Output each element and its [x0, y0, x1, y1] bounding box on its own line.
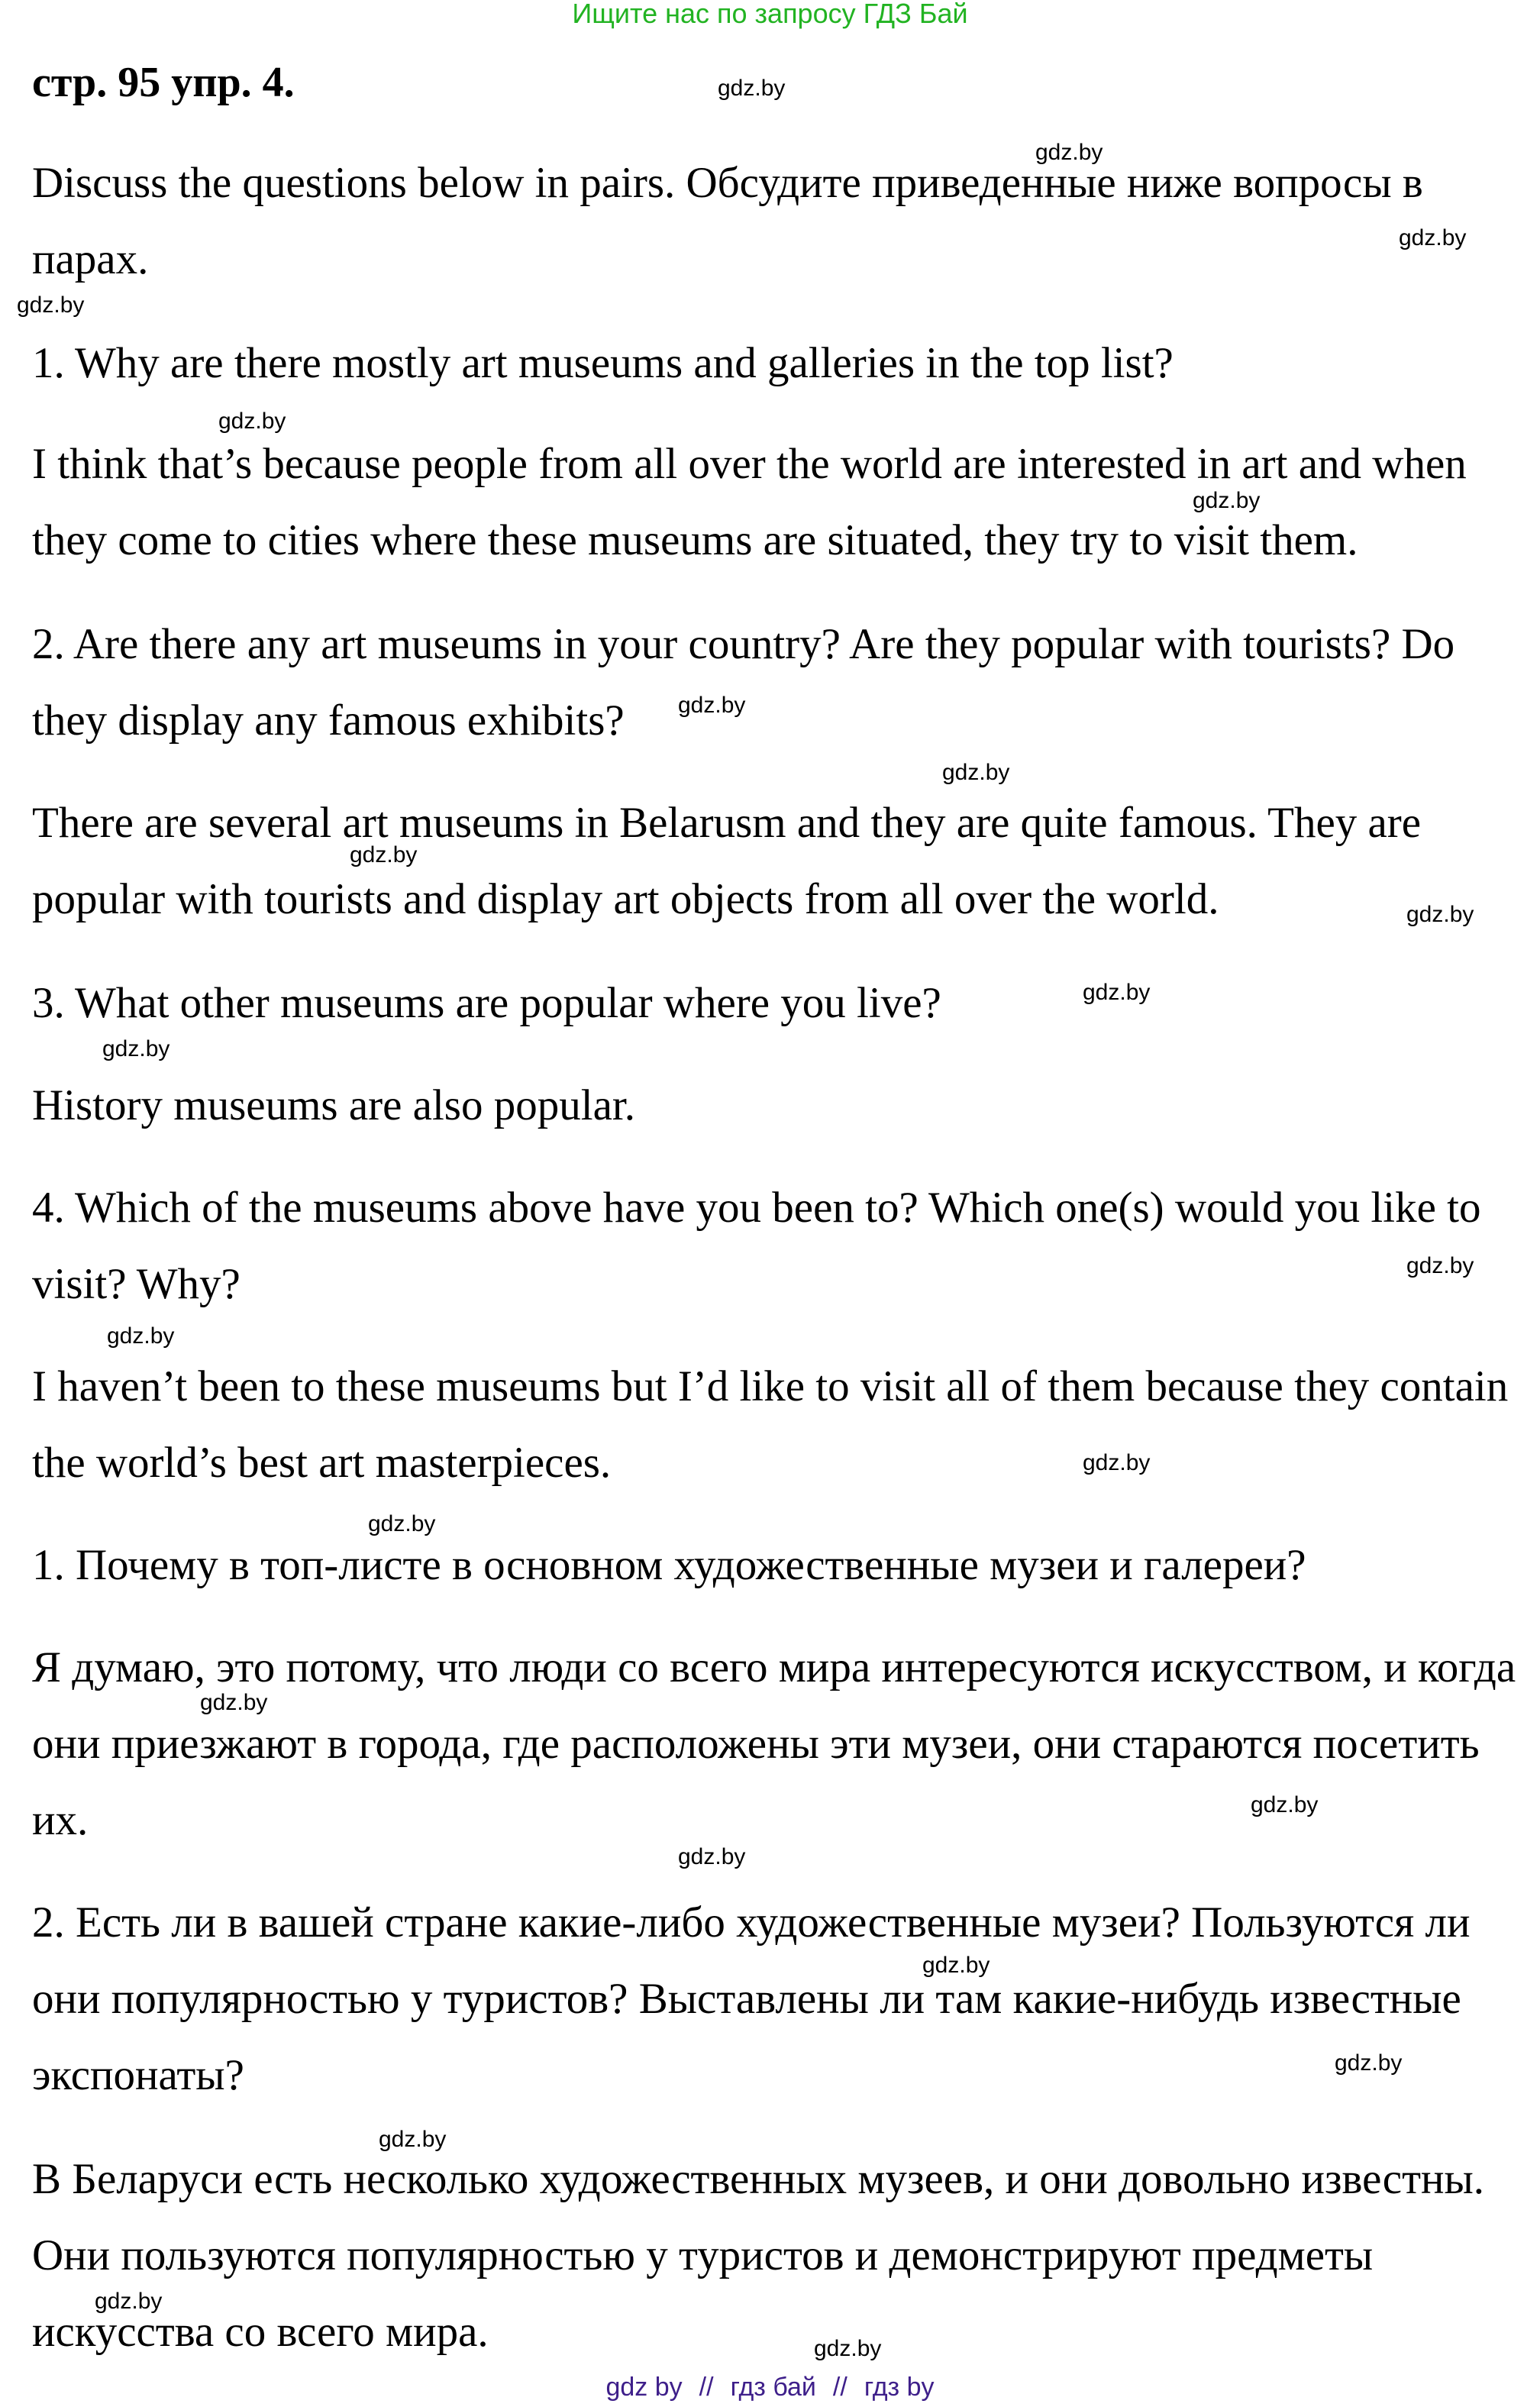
answer-1-ru: Я думаю, это потому, что люди со всего мира интересуются искусством, и когда они приезжают в города, где расположены эти музеи, они стараются посетить их. [32, 1643, 1516, 1844]
watermark: gdz.by [1335, 2050, 1403, 2076]
answer-2-ru: В Беларуси есть несколько художественных музеев, и они довольно известны. Они пользуются популярностью у туристов и демонстрируют предметы искусства со всего мира. [32, 2155, 1485, 2356]
watermark: gdz.by [379, 2127, 447, 2152]
question-1-ru: 1. Почему в топ-листе в основном художественные музеи и галереи? [32, 1541, 1306, 1589]
footer-links [0, 2370, 1540, 2404]
answer-1-en: I think that’s because people from all over the world are interested in art and when they come to cities where these museums are situated, they try to visit them. [32, 440, 1467, 564]
watermark: gdz.by [1035, 140, 1103, 165]
watermark: gdz.by [17, 292, 85, 318]
watermark: gdz.by [95, 2289, 163, 2314]
answer-4-en: I haven’t been to these museums but I’d like to visit all of them because they contain the world’s best art masterpieces. [32, 1362, 1509, 1487]
watermark: gdz.by [678, 1844, 746, 1869]
question-2-en: 2. Are there any art museums in your country? Are they popular with tourists? Do they display any famous exhibits? [32, 620, 1455, 745]
watermark: gdz.by [922, 1953, 990, 1978]
watermark: gdz.by [1251, 1792, 1319, 1817]
question-3-en: 3. What other museums are popular where you live? [32, 979, 941, 1027]
footer-separator: // [832, 2373, 847, 2402]
answer-3-en: History museums are also popular. [32, 1081, 635, 1129]
answer-2-en: There are several art museums in Belarusm and they are quite famous. They are popular with tourists and display art objects from all over the world. [32, 799, 1422, 923]
watermark: gdz.by [1406, 1253, 1474, 1278]
watermark: gdz.by [107, 1323, 175, 1349]
watermark: gdz.by [200, 1690, 268, 1715]
watermark: gdz.by [1399, 225, 1467, 250]
watermark: gdz.by [368, 1511, 436, 1536]
footer-separator: // [699, 2373, 714, 2402]
top-banner: Ищите нас по запросу ГДЗ Бай [572, 0, 968, 29]
task-instruction: Discuss the questions below in pairs. Обсудите приведенные ниже вопросы в парах. [32, 159, 1423, 283]
exercise-heading: стр. 95 упр. 4. [32, 59, 295, 106]
watermark: gdz.by [1083, 1450, 1151, 1475]
question-2-ru: 2. Есть ли в вашей стране какие-либо художественные музеи? Пользуются ли они популярностью у туристов? Выставлены ли там какие-нибудь известные экспонаты? [32, 1898, 1471, 2099]
watermark: gdz.by [942, 760, 1010, 785]
watermark: gdz.by [102, 1036, 170, 1061]
watermark: gdz.by [1193, 488, 1261, 513]
watermark: gdz.by [1406, 902, 1474, 927]
footer-link-gdz-bai[interactable]: гдз бай [730, 2373, 816, 2402]
watermark: gdz.by [350, 842, 418, 867]
footer-link-gdz-by-cyr[interactable]: гдз by [864, 2373, 935, 2402]
watermark: gdz.by [218, 409, 286, 434]
question-4-en: 4. Which of the museums above have you been to? Which one(s) would you like to visit? Why? [32, 1184, 1481, 1308]
watermark: gdz.by [814, 2336, 882, 2361]
watermark: gdz.by [678, 693, 746, 718]
watermark: gdz.by [718, 76, 786, 101]
footer-link-gdz-by[interactable]: gdz by [605, 2373, 683, 2402]
question-1-en: 1. Why are there mostly art museums and galleries in the top list? [32, 339, 1174, 387]
watermark: gdz.by [1083, 980, 1151, 1005]
